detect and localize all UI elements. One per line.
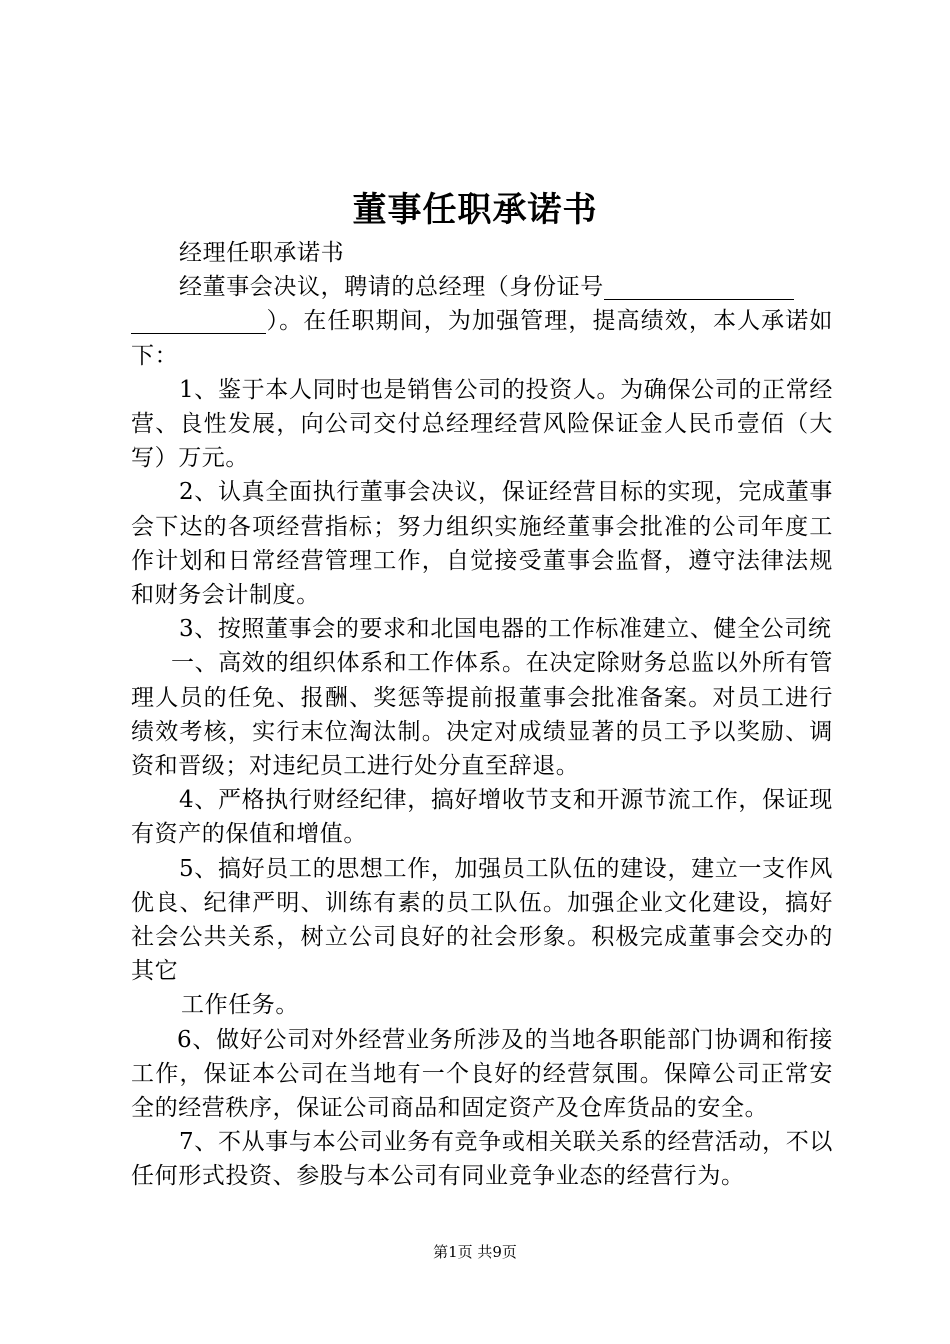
intro-end-text: ）。在任职期间，为加强管理，提高绩效，本人承诺如下：: [131, 308, 833, 369]
item-7-paragraph: 7、不从事与本公司业务有竞争或相关联关系的经营活动，不以任何形式投资、参股与本公司有同业竞争业态的经营行为。: [131, 1129, 833, 1190]
page-number-footer: 第1页 共9页: [433, 1243, 517, 1261]
item-5-paragraph: 5、搞好员工的思想工作，加强员工队伍的建设，建立一支作风优良、纪律严明、训练有素的员工队伍。加强企业文化建设，搞好社会公共关系，树立公司良好的社会形象。积极完成董事会交办的其它: [131, 855, 833, 985]
item-2-paragraph: 2、认真全面执行董事会决议，保证经营目标的实现，完成董事会下达的各项经营指标；努力组织实施经董事会批准的公司年度工作计划和日常经营管理工作，自觉接受董事会监督，遵守法律法规和财务会计制度。: [131, 479, 833, 609]
document-subtitle: 经理任职承诺书: [179, 240, 345, 266]
item-4-paragraph: 4、严格执行财经纪律，搞好增收节支和开源节流工作，保证现有资产的保值和增值。: [131, 787, 833, 848]
intro-start-text: 经董事会决议，聘请的总经理（身份证号: [179, 274, 604, 301]
id-number-blank-continued: [131, 307, 266, 334]
document-title: 董事任职承诺书: [352, 190, 598, 230]
item-3-paragraph: 3、按照董事会的要求和北国电器的工作标准建立、健全公司统: [179, 616, 832, 643]
item-1-paragraph: 1、鉴于本人同时也是销售公司的投资人。为确保公司的正常经营、良性发展，向公司交付总经理经营风险保证金人民币壹佰（大写）万元。: [131, 376, 833, 472]
id-number-blank: [604, 273, 794, 300]
intro-paragraph: [131, 270, 833, 373]
item-5-continued-paragraph: 工作任务。: [181, 992, 299, 1019]
item-6-paragraph: 6、做好公司对外经营业务所涉及的当地各职能部门协调和衔接工作，保证本公司在当地有一个良好的经营氛围。保障公司正常安全的经营秩序，保证公司商品和固定资产及仓库货品的安全。: [131, 1026, 833, 1122]
document-body: [131, 236, 833, 1194]
item-3-continued-paragraph: 一、高效的组织体系和工作体系。在决定除财务总监以外所有管理人员的任免、报酬、奖惩等提前报董事会批准备案。对员工进行绩效考核，实行末位淘汰制。决定对成绩显著的员工予以奖励、调资和晋级；对违纪员工进行处分直至辞退。: [131, 650, 833, 780]
